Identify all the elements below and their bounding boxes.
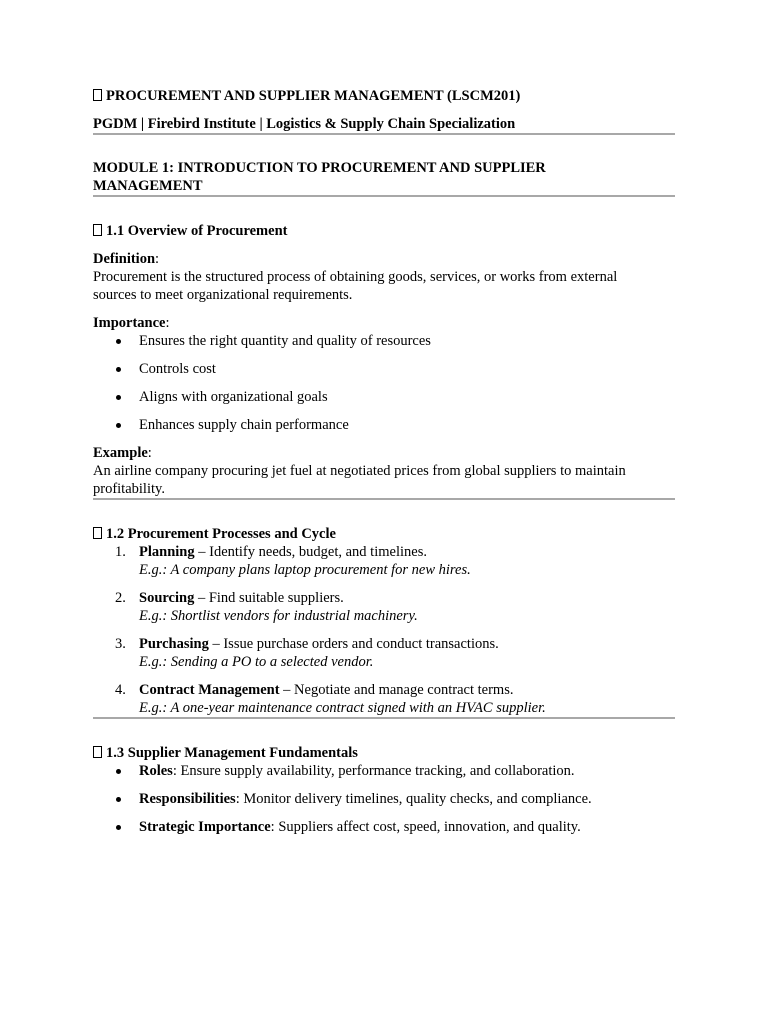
step-description: – Find suitable suppliers. <box>194 590 344 606</box>
item-description: : Suppliers affect cost, speed, innovation, and quality. <box>270 819 581 835</box>
horizontal-divider <box>93 195 675 197</box>
step-term: Purchasing <box>139 636 209 652</box>
list-item <box>93 543 675 579</box>
missing-glyph-icon <box>93 89 102 101</box>
supplier-fundamentals-list <box>93 762 675 836</box>
step-number: 3. <box>115 636 126 652</box>
list-item: Controls cost <box>93 360 675 378</box>
procurement-steps-list <box>93 543 675 717</box>
definition-block <box>93 250 675 304</box>
example-block <box>93 444 675 498</box>
list-item <box>93 681 675 717</box>
step-number: 1. <box>115 544 126 560</box>
module-heading <box>93 159 675 195</box>
item-term: Roles <box>139 763 173 779</box>
step-description: – Negotiate and manage contract terms. <box>279 682 514 698</box>
step-example: E.g.: Sending a PO to a selected vendor. <box>139 654 374 670</box>
module-heading-line: MANAGEMENT <box>93 178 203 194</box>
section-heading-1-1: 1.1 Overview of Procurement <box>93 222 675 240</box>
step-number: 2. <box>115 590 126 606</box>
item-description: : Monitor delivery timelines, quality checks, and compliance. <box>235 791 592 807</box>
definition-text: sources to meet organizational requirements. <box>93 287 353 303</box>
missing-glyph-icon <box>93 746 102 758</box>
list-item: Aligns with organizational goals <box>93 388 675 406</box>
horizontal-divider <box>93 498 675 500</box>
step-description: – Identify needs, budget, and timelines. <box>194 544 427 560</box>
missing-glyph-icon <box>93 527 102 539</box>
item-term: Strategic Importance <box>139 819 271 835</box>
missing-glyph-icon <box>93 224 102 236</box>
list-item <box>93 589 675 625</box>
importance-label: Importance: <box>93 315 170 331</box>
list-item <box>93 635 675 671</box>
definition-text: Procurement is the structured process of obtaining goods, services, or works from external <box>93 269 618 285</box>
item-description: : Ensure supply availability, performance tracking, and collaboration. <box>172 763 575 779</box>
step-number: 4. <box>115 682 126 698</box>
list-item <box>93 818 675 836</box>
document-title: PROCUREMENT AND SUPPLIER MANAGEMENT (LSCM201) <box>93 87 675 105</box>
step-description: – Issue purchase orders and conduct transactions. <box>208 636 499 652</box>
horizontal-divider <box>93 133 675 135</box>
step-example: E.g.: A company plans laptop procurement for new hires. <box>139 562 471 578</box>
step-term: Contract Management <box>139 682 280 698</box>
importance-list <box>93 332 675 434</box>
example-text: An airline company procuring jet fuel at negotiated prices from global suppliers to maintain <box>93 463 626 479</box>
definition-label: Definition: <box>93 251 160 267</box>
example-text: profitability. <box>93 481 165 497</box>
example-label: Example: <box>93 445 152 461</box>
section-heading-1-3: 1.3 Supplier Management Fundamentals <box>93 744 675 762</box>
horizontal-divider <box>93 717 675 719</box>
list-item: Enhances supply chain performance <box>93 416 675 434</box>
list-item <box>93 762 675 780</box>
document-subtitle: PGDM | Firebird Institute | Logistics & Supply Chain Specialization <box>93 116 516 132</box>
module-heading-line: MODULE 1: INTRODUCTION TO PROCUREMENT AND SUPPLIER <box>93 160 546 176</box>
step-example: E.g.: A one-year maintenance contract signed with an HVAC supplier. <box>139 700 546 716</box>
item-term: Responsibilities <box>139 791 236 807</box>
list-item: Ensures the right quantity and quality of resources <box>93 332 675 350</box>
step-term: Planning <box>139 544 195 560</box>
step-term: Sourcing <box>139 590 195 606</box>
step-example: E.g.: Shortlist vendors for industrial machinery. <box>139 608 418 624</box>
section-heading-1-2: 1.2 Procurement Processes and Cycle <box>93 525 675 543</box>
list-item <box>93 790 675 808</box>
document-page <box>93 87 675 836</box>
